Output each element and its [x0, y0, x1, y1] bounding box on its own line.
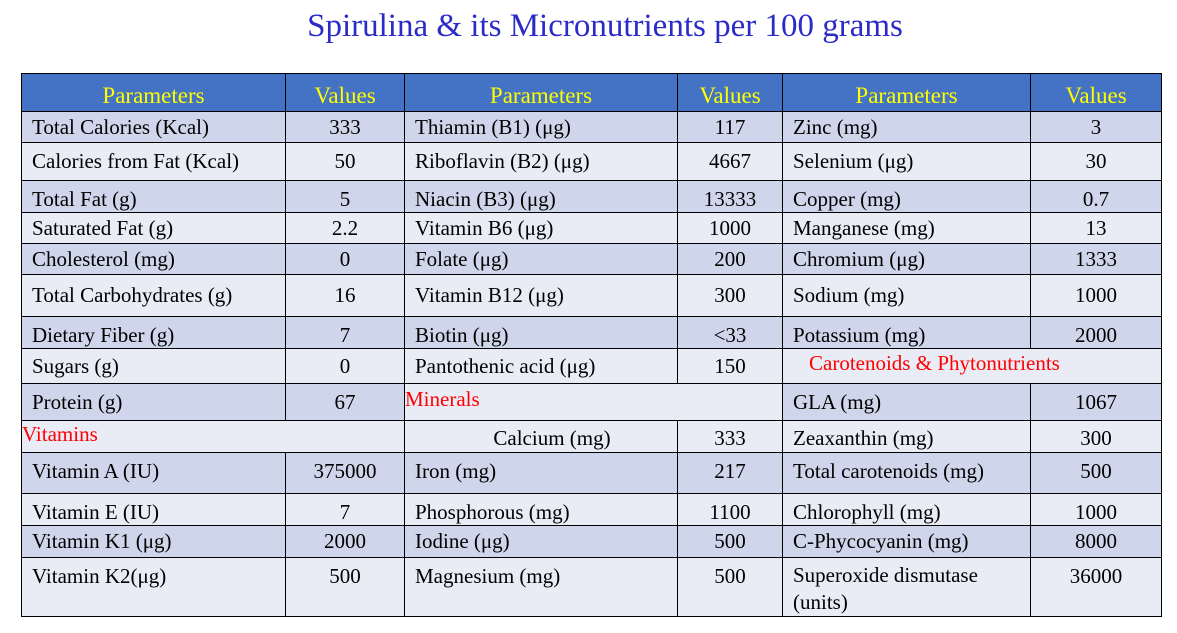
section-label-carotenoids: Carotenoids & Phytonutrients [783, 349, 1162, 384]
parameter-cell: Calories from Fat (Kcal) [22, 143, 286, 181]
parameter-cell: Potassium (mg) [783, 317, 1031, 349]
value-cell: 7 [286, 494, 405, 526]
value-cell: 500 [1031, 453, 1162, 494]
table-row [22, 213, 1162, 244]
value-cell: 30 [1031, 143, 1162, 181]
parameter-cell: Magnesium (mg) [405, 558, 678, 617]
parameter-cell: Superoxide dismutase (units) [783, 558, 1031, 617]
value-cell: 5 [286, 181, 405, 213]
nutrient-table [21, 73, 1162, 617]
table-row [22, 143, 1162, 181]
section-label-vitamins: Vitamins [22, 421, 405, 453]
parameter-cell: GLA (mg) [783, 384, 1031, 421]
page-title: Spirulina & its Micronutrients per 100 grams [307, 8, 903, 44]
value-cell: 333 [286, 112, 405, 143]
parameter-cell: Saturated Fat (g) [22, 213, 286, 244]
value-cell: 375000 [286, 453, 405, 494]
table-row [22, 275, 1162, 317]
value-cell: 300 [1031, 421, 1162, 453]
column-header: Parameters [22, 74, 286, 112]
parameter-cell: Zeaxanthin (mg) [783, 421, 1031, 453]
parameter-cell: Iron (mg) [405, 453, 678, 494]
parameter-cell: Folate (μg) [405, 244, 678, 275]
parameter-cell: Total Calories (Kcal) [22, 112, 286, 143]
parameter-cell: Riboflavin (B2) (μg) [405, 143, 678, 181]
value-cell: 16 [286, 275, 405, 317]
parameter-cell: Total Fat (g) [22, 181, 286, 213]
parameter-cell: Vitamin B12 (μg) [405, 275, 678, 317]
value-cell: 1333 [1031, 244, 1162, 275]
value-cell: <33 [678, 317, 783, 349]
table-row [22, 494, 1162, 526]
value-cell: 36000 [1031, 558, 1162, 617]
column-header: Parameters [405, 74, 678, 112]
value-cell: 8000 [1031, 526, 1162, 558]
parameter-cell: Sugars (g) [22, 349, 286, 384]
parameter-cell: Pantothenic acid (μg) [405, 349, 678, 384]
table-row [22, 244, 1162, 275]
column-header: Values [286, 74, 405, 112]
parameter-cell: Total carotenoids (mg) [783, 453, 1031, 494]
value-cell: 1067 [1031, 384, 1162, 421]
parameter-cell: Copper (mg) [783, 181, 1031, 213]
table-row [22, 112, 1162, 143]
table-row [22, 421, 1162, 453]
table-row [22, 349, 1162, 384]
parameter-cell: Selenium (μg) [783, 143, 1031, 181]
value-cell: 500 [678, 558, 783, 617]
table-row [22, 181, 1162, 213]
table-row [22, 526, 1162, 558]
parameter-cell: Vitamin A (IU) [22, 453, 286, 494]
parameter-cell: Cholesterol (mg) [22, 244, 286, 275]
parameter-cell: Calcium (mg) [405, 421, 678, 453]
value-cell: 1100 [678, 494, 783, 526]
parameter-cell: Sodium (mg) [783, 275, 1031, 317]
parameter-cell: Total Carbohydrates (g) [22, 275, 286, 317]
parameter-cell: Chromium (μg) [783, 244, 1031, 275]
value-cell: 7 [286, 317, 405, 349]
value-cell: 1000 [678, 213, 783, 244]
parameter-cell: Manganese (mg) [783, 213, 1031, 244]
parameter-cell: Vitamin E (IU) [22, 494, 286, 526]
value-cell: 13333 [678, 181, 783, 213]
value-cell: 4667 [678, 143, 783, 181]
parameter-cell: Vitamin K1 (μg) [22, 526, 286, 558]
value-cell: 333 [678, 421, 783, 453]
parameter-cell: Iodine (μg) [405, 526, 678, 558]
value-cell: 0 [286, 244, 405, 275]
parameter-cell: Chlorophyll (mg) [783, 494, 1031, 526]
parameter-cell: C-Phycocyanin (mg) [783, 526, 1031, 558]
section-label-minerals: Minerals [405, 384, 783, 421]
parameter-cell: Vitamin K2(μg) [22, 558, 286, 617]
parameter-cell: Thiamin (B1) (μg) [405, 112, 678, 143]
value-cell: 300 [678, 275, 783, 317]
column-header: Parameters [783, 74, 1031, 112]
value-cell: 0 [286, 349, 405, 384]
value-cell: 67 [286, 384, 405, 421]
value-cell: 217 [678, 453, 783, 494]
parameter-cell: Vitamin B6 (μg) [405, 213, 678, 244]
value-cell: 500 [286, 558, 405, 617]
parameter-cell: Niacin (B3) (μg) [405, 181, 678, 213]
table-row [22, 317, 1162, 349]
parameter-cell: Dietary Fiber (g) [22, 317, 286, 349]
value-cell: 3 [1031, 112, 1162, 143]
table-header-row [22, 74, 1162, 112]
parameter-cell: Biotin (μg) [405, 317, 678, 349]
value-cell: 50 [286, 143, 405, 181]
value-cell: 500 [678, 526, 783, 558]
value-cell: 150 [678, 349, 783, 384]
table-row [22, 453, 1162, 494]
table-row [22, 384, 1162, 421]
parameter-cell: Phosphorous (mg) [405, 494, 678, 526]
parameter-cell: Protein (g) [22, 384, 286, 421]
value-cell: 0.7 [1031, 181, 1162, 213]
value-cell: 13 [1031, 213, 1162, 244]
value-cell: 1000 [1031, 494, 1162, 526]
column-header: Values [1031, 74, 1162, 112]
value-cell: 200 [678, 244, 783, 275]
value-cell: 117 [678, 112, 783, 143]
value-cell: 2000 [1031, 317, 1162, 349]
value-cell: 2.2 [286, 213, 405, 244]
table-row [22, 558, 1162, 617]
parameter-cell: Zinc (mg) [783, 112, 1031, 143]
value-cell: 2000 [286, 526, 405, 558]
column-header: Values [678, 74, 783, 112]
value-cell: 1000 [1031, 275, 1162, 317]
